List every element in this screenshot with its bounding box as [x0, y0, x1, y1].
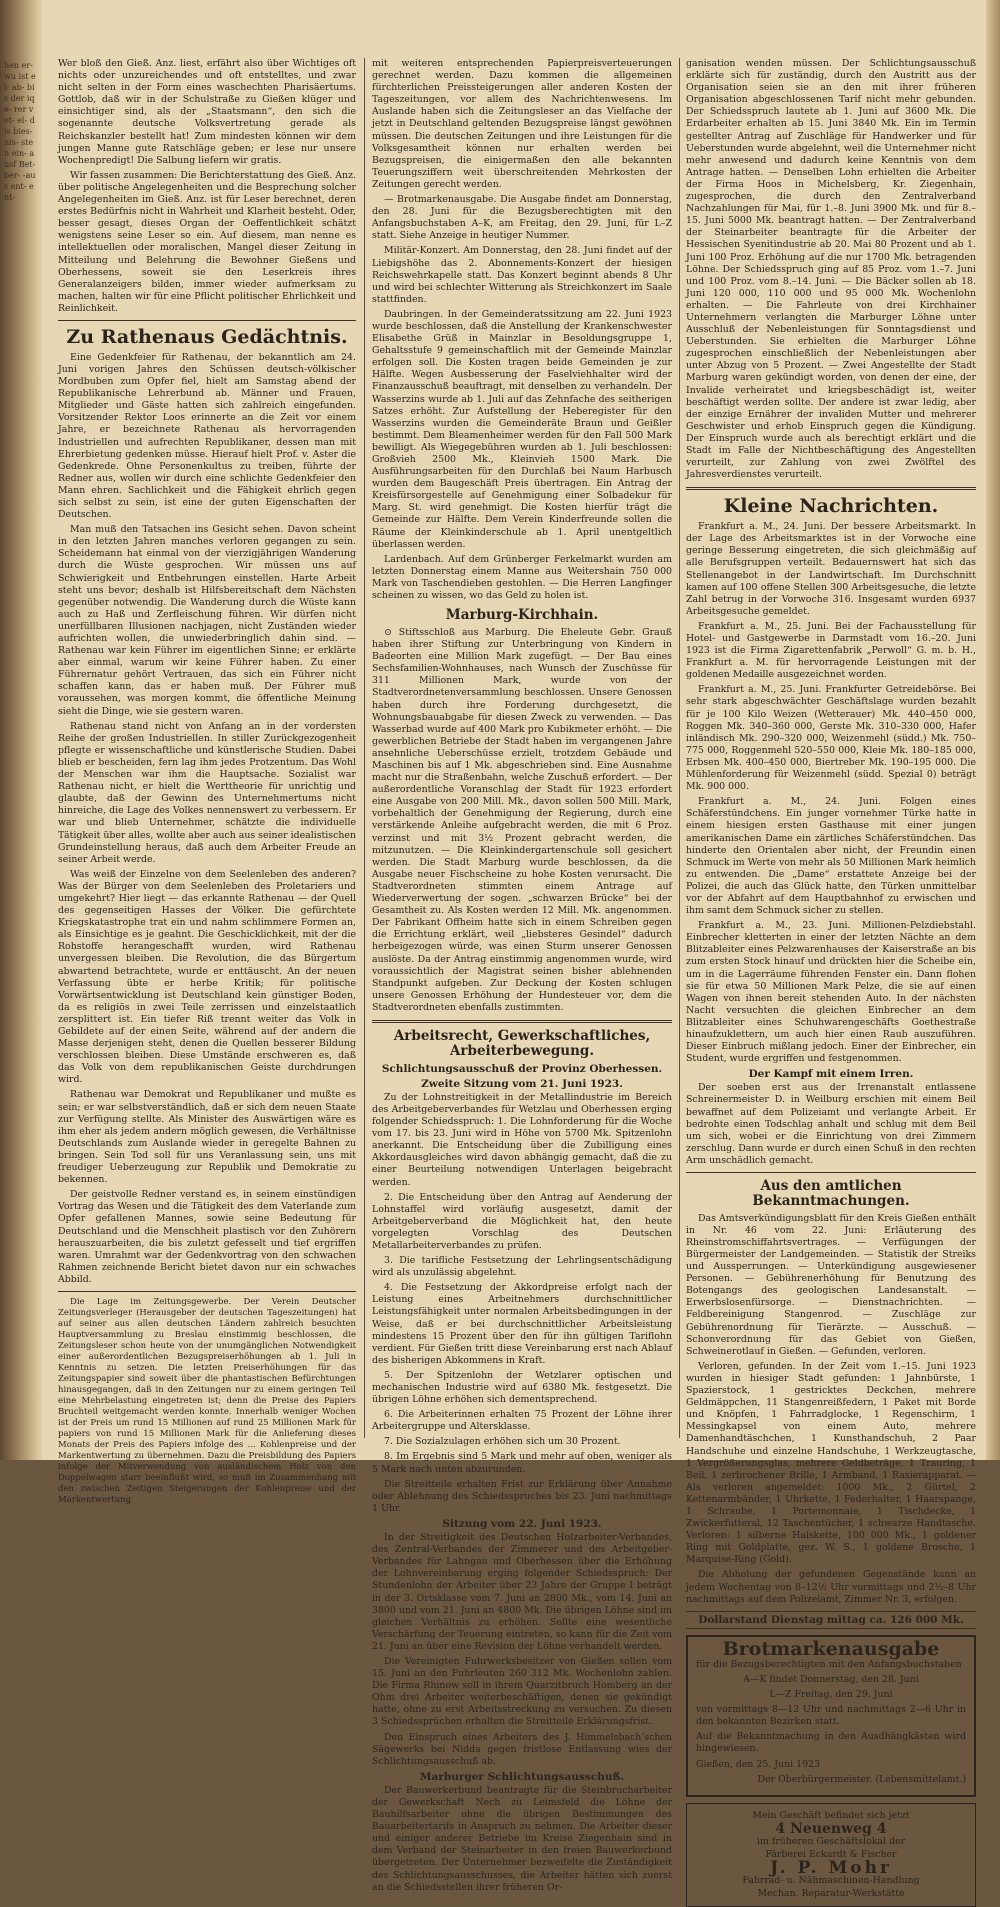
- ad-text: im früheren Geschäftslokal der: [756, 1835, 906, 1847]
- headline-amtliche: Aus den amtlichen Bekanntmachungen.: [752, 1178, 910, 1209]
- article-text: — Brotmarkenausgabe. Die Ausgabe findet am Donnerstag, den 28. Juni für die Bezugsberechtigten mit den Anfangsbuchstaben A–K, am Freitag, den 29. Juni, für L–Z statt. Siehe Anzeige in heutiger Nummer.: [372, 194, 672, 242]
- article-text: Frankfurt a. M., 23. Juni. Millionen-Pelzdiebstahl. Einbrecher kletterten in einer der letzten Nächte an dem Blitzableiter eines Pelzwarenhauses der Kaiserstraße an bis zum ersten Stock hinauf und drückten hier die Scheibe ein, um in die Lagerräume führenden Fenster ein. Dann flohen sie für etwa 50 Millionen Mark Pelze, die sie auf einen Wagen von ihnen bereit stehenden Auto. In der nächsten Nacht versuchten die gleichen Einbrecher an dem Blitzableiter eines Schuhwarengeschäfts Goethestraße hinaufzuklettern, um auch hier einen Raub auszuführen. Dieser Einbruch mißlang jedoch. Einer der Einbrecher, ein Student, wurde ergriffen und festgenommen.: [686, 920, 976, 1065]
- page-binding: [0, 0, 42, 1460]
- headline-marburg: Marburg-Kirchhain.: [445, 607, 599, 624]
- article-text: Rathenau stand nicht von Anfang an in der vordersten Reihe der großen Industriellen. In stiller Zurückgezogenheit pflegte er wissenschaftliche und künstlerische Studien. Dabei blieb er bescheiden, fern lag ihm jedes Protzentum. Das Wohl der Menschen war ihm die Hauptsache. Sozialist war Rathenau nicht, er hielt die Werttheorie für unrichtig und glaubte, daß der Gewinn des Unternehmertums nicht hinreiche, die Lage des Volkes nennenswert zu verbessern. Er war und blieb Unternehmer, schätzte die individuelle Tätigkeit über alles, wollte aber auch aus seiner idealistischen Grundeinstellung heraus, daß auch dem Arbeiter Freude an seiner Arbeit werde.: [58, 720, 356, 865]
- article-text: Frankfurt a. M., 25. Juni. Frankfurter Getreidebörse. Bei sehr stark abgeschwächter Geschäftslage wurden bezahlt für je 100 Kilo Weizen (Wetterauer) Mk. 440–450 000, Roggen Mk. 340–360 000, Gerste Mk. 310–330 000, Hafer inländisch Mk. 290–320 000, Weizenmehl (südd.) Mk. 750–775 000, Roggenmehl 520–550 000, Kleie Mk. 180–185 000, Erbsen Mk. 400–450 000, Biertreber Mk. 190–195 000. Die Mühlenforderung für Weizenmehl (südd. Spezial 0) beträgt Mk. 900 000.: [686, 684, 976, 793]
- ad-text: Färberei Eckardt & Fischer: [765, 1849, 897, 1861]
- article-text: 6. Die Arbeiterinnen erhalten 75 Prozent der Löhne ihrer Arbeitergruppe und Altersklasse.: [372, 1409, 672, 1433]
- ad-text: Auf die Bekanntmachung in den Ausdhängkästen wird hingewiesen.: [696, 1731, 966, 1755]
- article-text: Die Abholung der gefundenen Gegenstände kann an jedem Wochentag von 8–12½ Uhr vormittags und 2½–8 Uhr nachmittags auf dem Polizeiamt, Zimmer Nr. 3, erfolgen.: [686, 1569, 976, 1605]
- article-text: Frankfurt a. M., 25. Juni. Bei der Fachausstellung für Hotel- und Gastgewerbe in Darmstadt vom 16.–20. Juni 1923 ist die Firma Zigarettenfabrik „Perwoll“ G. m. b. H., Frankfurt a. M. für hervorragende Leistungen mit der goldenen Medaille ausgezeichnet worden.: [686, 620, 976, 681]
- article-text: Den Einspruch eines Arbeiters des J. Himmelsbach’schen Sägewerks bei Nidda gegen fristlose Entlassung wies der Schlichtungsausschuß ab.: [372, 1731, 672, 1767]
- subheading: Der Kampf mit einem Irren.: [748, 1068, 914, 1081]
- column-2: [372, 58, 672, 1893]
- subheading: Marburger Schlichtungsausschuß.: [419, 1770, 625, 1783]
- article-text: Daubringen. In der Gemeinderatssitzung am 22. Juni 1923 wurde beschlossen, daß die Anstellung der Krankenschwester Elisabethe Grüß in Mainzlar in Besoldungsgruppe 1, Gehaltsstufe 9 gemeinschaftlich mit der Gemeinde Mainzlar erfolgen soll. Die Kosten tragen beide Gemeinden je zur Hälfte. Wegen Ausbesserung der Faselviehhalter wird der Finanzausschuß beauftragt, mit denselben zu verhandeln. Der Wasserzins wurde ab 1. Juli auf das Zehnfache des seitherigen Satzes erhöht. Zur Aufstellung der Heberegister für den Wasserzins wurden die Gemeinderäte Braun und Geißler bestimmt. Dem Bleamenheimer werden für den Fall 500 Mark bewilligt. Als Wiegegebühren wurden ab 1. Juli beschlossen: Großvieh 2500 Mk., Kleinvieh 1500 Mark. Die Ausführungsarbeiten für den Durchlaß bei Naum Harbusch wurden dem Baugeschäft Preis übertragen. Ein Antrag der Kreisfürsorgestelle auf Genehmigung einer Solbadekur für Marg. St. wird genehmigt. Die Kosten hierfür trägt die Gemeinde zur Hälfte. Dem Verein Kinderfreunde sollen die Räume der Kleinkinderschule ab 1. April unentgeltlich überlassen werden.: [372, 308, 672, 550]
- ad-text: für die Bezugsberechtigten mit den Anfangsbuchstaben: [696, 1658, 962, 1670]
- article-text: Rathenau war Demokrat und Republikaner und mußte es sein; er war selbstverständlich, daß er sich dem neuen Staate zur Verfügung stellte. Als Minister des Auswärtigen wäre es ihm eher als jedem andern möglich gewesen, die Verhältnisse Deutschlands zum Auslande wieder in geregelte Bahnen zu bringen. Sein Tod soll für uns Veranlassung sein, uns mit freudiger Ueberzeugung zur Republik und Demokratie zu bekennen.: [58, 1089, 356, 1186]
- article-text: Zu der Lohnstreitigkeit in der Metallindustrie im Bereich des Arbeitgeberverbandes für Wetzlau und Oberhessen erging folgender Schiedsspruch: 1. Die Lohnforderung für die Woche vom 17. bis 23. Juni wird in Höhe von 5700 Mk. Spitzenlohn anerkannt. Die Entscheidung über die Zubilligung eines Akkordausgleiches wird davon abhängig gemacht, daß die zu einer Beurteilung notwendigen Unterlagen beigebracht werden.: [372, 1091, 672, 1188]
- column-3: [686, 58, 976, 1900]
- ad-address: 4 Neuenweg 4: [775, 1820, 887, 1837]
- divider: [686, 1172, 976, 1173]
- subheading: Zweite Sitzung vom 21. Juni 1923.: [421, 1077, 623, 1090]
- article-text: Wer bloß den Gieß. Anz. liest, erfährt also über Wichtiges oft nichts oder unzureichendes und oft entstelltes, und zwar nicht selten in der Form eines waschechten Pharisäertums. Gottlob, daß wir in der Schulstraße zu Gießen klüger und einsichtiger sind, als der „Staatsmann“, den sich die sogenannte deutsche Volksvertretung gerade als Reichskanzler bestellt hat! Zum mindesten können wir dem jungen Manne gute Ratschläge geben; er lese nur unsere Wochenpredigt! Die Salbung liefern wir gratis.: [58, 58, 356, 166]
- article-text: In der Streitigkeit des Deutschen Holzarbeiter-Verbandes, des Zentral-Verbandes der Zimmerer und des Arbeitgeber-Verbandes für Lahngau und Oberhessen über die Erhöhung der Lohnvereinbarung erging folgender Schiedsspruch: Der Stundenlohn der Arbeiter über 23 Jahre der Gruppe I beträgt in der 3. Ortsklasse vom 7. Juni an 2800 Mk., vom 14. Juni an 3800 und vom 21. Juni an 4800 Mk. Die übrigen Löhne sind im gleichen Verhältnis zu erhöhen. Sollte eine wesentliche Verschärfung der Teuerung eintreten, so kann für die Zeit vom 21. Juni an über eine Revision der Löhne verhandelt werden.: [372, 1532, 672, 1652]
- headline-rathenau: Zu Rathenaus Gedächtnis.: [66, 325, 348, 348]
- article-text: Man muß den Tatsachen ins Gesicht sehen. Davon scheint in den letzten Jahren manches verloren gegangen zu sein. Scheidemann hat einmal von der vierzigjährigen Wanderung durch die Wüste gesprochen. Wir müssen uns auf Schwierigkeit und Entbehrungen einstellen. Harte Arbeit steht uns bevor; deshalb ist Hilfsbereitschaft dem Nächsten gegenüber notwendig. Die Wanderung durch die Wüste kann auch zu Haß und Zerfleischung führen. Wir dürfen nicht unerfüllbaren Illusionen nachjagen, nicht Zuständen wieder aufrichten wollen, die unwiederbringlich dahin sind. — Rathenau war kein Führer im eigentlichen Sinne; er erklärte aber einmal, warum wir keine Führer haben. Zu einer Führernatur gehört Vertrauen, das sich ein Führer nicht schaffen kann, das er haben muß. Der Führer muß voraussehen, was morgen kommt, die öffentliche Meinung sieht die Dinge, wie sie gestern waren.: [58, 524, 356, 717]
- article-text: Wir fassen zusammen: Die Berichterstattung des Gieß. Anz. über politische Angelegenheiten und die Besprechung solcher Angelegenheiten im Gieß. Anz. ist für Leser berechnet, deren erstes Bedürfnis nicht in Wahrheit und Klarheit besteht. Oder, besser gesagt, dieses Organ der Oeffentlichkeit schätzt wenigstens seine Leser so ein. Auf diesem, man nenne es intellektuellen oder moralischen, Mangel dieser Zeitung in Mitteilung und Belehrung die Bewohner Gießens und Oberhessens, soweit sie den Leserkreis ihres Generalanzeigers bilden, immer wieder aufmerksam zu machen, halten wir für eine Pflicht politischer Ehrlichkeit und Reinlichkeit.: [58, 169, 356, 314]
- article-text: Die Vereinigten Fuhrwerksbesitzer von Gießen sollen vom 15. Juni an den Fuhrleuten 260 312 Mk. Wochenlohn zahlen. Die Firma Rhinow soll in ihrem Quarzitbruch Homberg an der Ohm drei Arbeiter weiterbeschäftigen, denen sie gekündigt hatte, ohne zu erst Arbeitsstreckung zu versuchen. Zu diesen 3 Schiedssprüchen erhalten die Streitteile Erklärungsfrist.: [372, 1655, 672, 1728]
- ad-text: L—Z Freitag, den 29. Juni: [769, 1689, 893, 1701]
- article-text: mit weiteren entsprechenden Papierpreisverteuerungen gerechnet werden. Dazu kommen die allgemeinen fürchterlichen Preissteigerungen aller anderen Kosten der Tageszeitungen, vor allem des Nachrichtenwesens. Im Auslande haben sich die Zeitungsleser an das Vielfache der jetzt in Deutschland geltenden Bezugspreise längst gewöhnen müssen. Die deutschen Zeitungen und ihre Leistungen für die Volksgesamtheit können nur erhalten werden bei Bezugspreisen, die einigermaßen den alle bekannten Teuerungsziffern weit überschreitenden Mehrkosten der Zeitungen gerecht werden.: [372, 58, 672, 190]
- ad-text: Mechan. Reparatur-Werkstätte: [757, 1888, 905, 1900]
- article-text: Der geistvolle Redner verstand es, in seinem einstündigen Vortrag das Wesen und die Tätigkeit des dem Vaterlande zum Opfer gefallenen Mannes, sowie seine Bedeutung für Deutschland und die Menschheit plastisch vor den Zuhörern herauszuarbeiten, die bis zuletzt gefesselt und tief ergriffen waren. Umrahmt war der Gedenkvortrag von den schwachen Rahmen zeichnende Bericht bietet davon nur ein schwaches Abbild.: [58, 1189, 356, 1285]
- binding-text-fragments: hen er- wu ist el: ab- bis der iqe- rer vet- el- dis bies- nis- sten ein- ausf Bet- ber- -aus ent- ent-: [4, 61, 36, 202]
- ad-text: Mein Geschäft befindet sich jetzt: [752, 1809, 910, 1821]
- subheading: Sitzung vom 22. Juni 1923.: [442, 1517, 602, 1530]
- article-text: 2. Die Entscheidung über den Antrag auf Aenderung der Lohnstaffel wird vorläufig ausgesetzt, damit der Arbeitgeberverband die Möglichkeit hat, den heute vorgelegten Vorschlag des Deutschen Metallarbeiterverbandes zu prüfen.: [372, 1191, 672, 1251]
- headline-kleine-nachrichten: Kleine Nachrichten.: [723, 495, 939, 518]
- article-text: 8. Im Ergebnis sind 5 Mark und mehr auf oben, weniger als 5 Mark nach unten abzurunden.: [372, 1451, 672, 1475]
- article-text: ⊙ Stiftsschloß aus Marburg. Die Eheleute Gebr. Grauß haben ihrer Stiftung zur Unterbringung von Kindern in Badeorten eine Million Mark zugefügt. — Der Bau eines Sechsfamilien-Wohnhauses, nach Wunsch der Zuschüsse für 311 Millionen Mark, wurde von der Stadtverordnetenversammlung beschlossen. Unsere Genossen haben durch ihre Forderung durchgesetzt, die Wohnungsbauabgabe für diesen Zweck zu verwenden. — Das Wasserbad wurde auf 400 Mark pro Kubikmeter erhöht. — Die gewerblichen Betriebe der Stadt haben im vergangenen Jahre ansehnliche Ueberschüsse erzielt, trotzdem Gebäude und Maschinen bis auf 1 Mk. abgeschrieben sind. Eine Ausnahme macht nur die Straßenbahn, welche Zuschuß erfordert. — Der außerordentliche Voranschlag der Stadt für 1923 erfordert eine Ausgabe von 200 Mill. Mk., davon sollen 500 Mill. Mark, vorbehaltlich der Genehmigung der Regierung, durch eine verstärkende Anleihe aufgebracht werden, die mit 6 Proz. verzinst und mit 3½ Prozent gebracht werden, die mitzunutzen. — Die Kleinkindergartenschule soll gesichert werden. Die Stadt Marburg wurde beschlossen, da die Ausgabe neuer Fischscheine zu hohe Kosten verursacht. Die Stadtverordneten stimmten einem Antrage auf Wiederverwertung der sogen. „schwarzen Brücke“ bei der Gesamtheit zu. Als Kosten werden 12 Mill. Mk. angenommen. Der Fabrikant Offheim hatte sich in einem Schreiben gegen die Errichtung erklärt, weil „liebsteres Gesindel“ dadurch herbeigezogen würde, was einen Sturm unserer Genossen auslöste. Da der Antrag einstimmig angenommen wurde, wird voraussichtlich der Magistrat seinen bisher ablehnenden Standpunkt aufgeben. Zur Deckung der Kosten schlugen unsere Genossen Erhöhung der Hundesteuer vor, dem die Stadtverordneten ebenfalls zustimmten.: [372, 626, 672, 1013]
- column-rule-2: [679, 58, 680, 1438]
- ad-text: von vormittags 8—12 Uhr und nachmittags 2—6 Uhr in den bekannten Bezirken statt.: [696, 1704, 966, 1728]
- ad-title: Brotmarkenausgabe: [722, 1637, 940, 1660]
- divider: [58, 320, 356, 321]
- article-text: 4. Die Festsetzung der Akkordpreise erfolgt nach der Leistung eines Arbeitnehmers durchschnittlicher Leistungsfähigkeit unter normalen Arbeitsbedingungen in der Weise, daß er bei durchschnittlicher Arbeitsleistung mindestens 15 Prozent über den für ihn gültigen Tariflohn verdient. Für Gießen tritt diese Vereinbarung erst nach Ablauf des bisherigen Abkommens in Kraft.: [372, 1282, 672, 1366]
- article-text: Frankfurt a. M., 24. Juni. Folgen eines Schäferstündchens. Ein junger vornehmer Türke hatte in einem hiesigen ersten Gasthause mit einer jungen amerikanischen Dame ein zärtliches Schäferstündchen. Das hinderte den Orientalen aber nicht, der Freundin einen Schmuck im Werte von mehr als 50 Millionen Mark heimlich zu entwenden. Die „Dame“ erstattete Anzeige bei der Polizei, die auch das Glück hatte, den Türken unmittelbar vor der Abfahrt auf dem Hauptbahnhof zu erwischen und ihm samt dem Schmuck sicher zu stellen.: [686, 796, 976, 917]
- article-text: Der soeben erst aus der Irrenanstalt entlassene Schreinermeister D. in Weilburg erschien mit einem Beil bewaffnet auf dem Polizeiamt und verlangte Arbeit. Er bedrohte einen Todschlag anhalt und schlug mit dem Beil um sich, wobei er die Einrichtung von drei Zimmern zerschlug. Dann wurde er durch einen Schuß in den rechten Arm unschädlich gemacht.: [686, 1082, 976, 1166]
- divider: [372, 1020, 672, 1023]
- divider: [686, 487, 976, 490]
- page-fold-edge: [986, 0, 1000, 1460]
- column-rule-1: [364, 58, 365, 1438]
- ad-text: Fahrrad- u. Nähmaschinen-Handlung: [742, 1875, 920, 1887]
- article-text: 7. Die Sozialzulagen erhöhen sich um 30 Prozent.: [384, 1436, 621, 1448]
- advertisement-mohr: [686, 1803, 976, 1907]
- advertisement-brotmarken: [686, 1635, 976, 1797]
- article-text: Verloren, gefunden. In der Zeit vom 1.–15. Juni 1923 wurden in hiesiger Stadt gefunden: 1 Jahnbürste, 1 Spazierstock, 1 gestricktes Deckchen, mehrere Geldmäppchen, 11 Stangenreißfedern, 1 Paket mit Borde und Knöpfen, 1 Fahrradglocke, 1 Regenschirm, 1 Messingkapsel von einem Auto, mehrere Damenhandtäschchen, 1 Kunsthandschuh, 2 Paar Handschuhe und einzelne Handschuhe, 1 Werkzeugtasche, 1 Vergrößerungsglas, mehrere Geldbeträge, 1 Trauring, 1 Beil, 1 zerbrochener Brille, 1 Armband, 1 Rasierapparat. — Als verloren angemeldet: 1000 Mk., 2 Gürtel, 2 Kettenarmbänder, 1 Uhrkette, 1 Federhalter, 1 Haarspange, 1 Schraube, 1 Portemonnaie, 1 Tischdecke, 1 Zwickerfutteral, 12 Taschentücher, 1 schwarze Handtasche. Verloren: 1 silberne Halskette, 100 000 Mk., 1 goldener Ring mit Goldplatte, gez. W. S., 1 goldene Brosche, 1 Marquise-Ring (Gold).: [686, 1360, 976, 1566]
- article-text: 3. Die tarifliche Festsetzung der Lehrlingsentschädigung wird als unzulässig abgelehnt.: [372, 1255, 672, 1279]
- ad-text: Der Oberbürgermeister. (Lebensmittelamt.): [757, 1773, 966, 1785]
- divider: [58, 1291, 356, 1292]
- article-text: Das Amtsverkündigungsblatt für den Kreis Gießen enthält in Nr. 46 vom 22. Juni: Erläuterung des Rheinstromschiffahrtsvertrages. — Verfügungen der Bürgermeister der Landgemeinden. — Statistik der Streiks und Aussperrungen. — Unterkündigung ausgewiesener Personen. — Gebührenerhöhung für Benutzung des Botengangs des geologischen Landesanstalt. — Erwerbslosenfürsorge. — Dienstnachrichten. — Feldbereinigung Stangenrod. — Zuschläge zur Gebührenordnung für Tierärzte. — Ausschuß. — Schonverordnung für das Gebiet von Gießen, Schweinerotlauf in Gießen. — Gefunden, verloren.: [686, 1212, 976, 1357]
- ad-text: Gießen, den 25. Juni 1923: [696, 1758, 820, 1770]
- ad-company-name: J. P. Mohr: [770, 1858, 892, 1879]
- ad-text: A—K findet Donnerstag, den 28. Juni: [743, 1674, 919, 1686]
- dollar-rate: Dollarstand Dienstag mittag ca. 126 000 Mk.: [686, 1611, 976, 1629]
- article-text: Lardenbach. Auf dem Grünberger Ferkelmarkt wurden am letzten Donnerstag einem Manne aus Weitershain 750 000 Mark von Taschendieben gestohlen. — Die Herren Langfinger scheinen zu wissen, wo das Geld zu holen ist.: [372, 553, 672, 602]
- article-text: Was weiß der Einzelne von dem Seelenleben des anderen? Was der Bürger von dem Seelenleben des Proletariers und umgekehrt? Hier liegt — das erkannte Rathenau — der Quell des gegenseitigen Hasses der Völker. Die gefürchtete Kriegskatastrophe trat ein und nahm schlimmere Formen an, als Einsichtige es je geahnt. Die Geschicklichkeit, mit der die Rohstoffe herangeschafft wurden, wird Rathenau unvergessen bleiben. Die Revolution, die das Bürgertum abwartend betrachtete, wurde er enttäuscht. An der neuen Verfassung übte er herbe Kritik; für politische Vorwärtsentwicklung ist Deutschland kein günstiger Boden, da es religiös in zwei Teile zerrissen und einzelstaatlich zersplittert ist. Ein tiefer Riß trennt weiter das Volk in Gebildete auf der einen Seite, während auf der andern die Masse derjenigen steht, denen die Quellen besserer Bildung verschlossen bleiben. Diese Umstände erschweren es, daß das Volk von dem republikanischen Geiste durchdrungen wird.: [58, 868, 356, 1086]
- column-1: [58, 58, 356, 1505]
- article-text: ganisation wenden müssen. Der Schlichtungsausschuß erklärte sich für zuständig, durch den Austritt aus der Organisation seien sie an den mit ihrer früheren Organisation abgeschlossenen Tarif nicht mehr gebunden. Der Schiedsspruch lautete ab 1. Juni auf 3600 Mk. Die Erdarbeiter erhalten ab 15. Juni 3840 Mk. Ein im Termin gestellter Antrag auf Zuschläge für Handwerker und für Ueberstunden wurde abgelehnt, weil die Unternehmer nicht mehr anwesend und dadurch keine Kenntnis von dem Antrage hatten. — Denselben Lohn erhielten die Arbeiter der Firma Hoos in Michelsberg, Kr. Ziegenhain, zugesprochen, die durch den Zentralverband Nachzahlungen für Mai, für 1.–8. Juni 3900 Mk. und für 8.–15. Juni 5000 Mk. beantragt hatten. — Der Zentralverband der Steinarbeiter beantragte für die Arbeiter der Hessischen Syenitindustrie ab 20. Mai 80 Prozent und ab 1. Juni 100 Proz. Erhöhung auf die nur 1700 Mk. betragenden Löhne. Der Schiedsspruch ging auf 85 Proz. vom 1.–7. Juni und 100 Proz. vom 8.–14. Juni. — Die Bäcker sollen ab 18. Juni 120 000, 110 000 und 95 000 Mk. Wochenlohn erhalten. — Die Fahrleute von drei Kirchhainer Unternehmern verlangten die Marburger Löhne unter Ausschluß der Nebenleistungen für Sonntagsdienst und Ueberstunden. Sie erhielten die Marburger Löhne zugesprochen einschließlich der Nebenleistungen aber unter Abzug von 5 Prozent. — Zwei Angestellte der Stadt Marburg waren gekündigt worden, von denen der eine, der Invalide verheiratet und kriegsbeschädigt ist, weiter beschäftigt werden sollte. Der andere ist zwar ledig, aber der einzige Ernährer der invaliden Mutter und mehrerer Geschwister und erhob Einspruch gegen die Kündigung. Der Einspruch wurde auch als berechtigt erklärt und die Stadt im Falle der Nichtbeschäftigung des Angestellten verurteilt, zur Zahlung von zwei Zwölftel des Jahresverdienstes verurteilt.: [686, 58, 976, 481]
- article-text: Frankfurt a. M., 24. Juni. Der bessere Arbeitsmarkt. In der Lage des Arbeitsmarktes ist in der Vorwoche eine geringe Besserung eingetreten, die sich gleichmäßig auf alle Berufsgruppen verteilt. Bedauernswert hat sich das Stellenangebot in der Landwirtschaft. Im Durchschnitt kamen auf 100 offene Stellen 300 Arbeitsgesuche, die letzte Zahl betrug in der Vorwoche 316. Insgesamt wurden 6937 Arbeitsgesuche gemeldet.: [686, 521, 976, 617]
- headline-arbeitsrecht: Arbeitsrecht, Gewerkschaftliches, Arbeiterbewegung.: [393, 1027, 651, 1059]
- article-text: Die Lage im Zeitungsgewerbe. Der Verein Deutscher Zeitungsverleger (Herausgeber der deutschen Tageszeitungen) hat auf seiner aus allen deutschen Ländern zahlreich besuchten Hauptversammlung zu Breslau einstimmig beschlossen, die Zeitungsleser schon heute von der unumgänglichen Notwendigkeit einer außerordentlichen Bezugspreiserhöhungen ab 1. Juli in Kenntnis zu setzen. Die letzten Preiserhöhungen für das Zeitungspapier sind soweit über die phantastischen Befürchtungen hinausgegangen, daß in den Zeitungen nur zu einem geringen Teil eine Mehrbelastung eingetreten ist; denn die Preise des Papiers Bruchteil weitgemacht werden konnte. Innerhalb weniger Wochen ist der Preis um rund 15 Millionen auf rund 25 Millionen Mark für papiers von rund 15 Millionen Mark für die Anlieferung dieses Monats der Preis des Papiers infolge des ... Kohlenpreise und der Markentwertung zu übernehmen. Dazu die Preisbildung des Papiers infolge der Mitverwendung von ausländischem Holz von den Doppelwagen starr beeinflußt wird, so muß im Zusammenhang mit den zwischen Zeitigen Steigerungen der Kohlenpreise und der Markentwertung: [58, 1296, 356, 1505]
- article-text: Militär-Konzert. Am Donnerstag, den 28. Juni findet auf der Liebigshöhe das 2. Abonnements-Konzert der hiesigen Reichswehrkapelle statt. Das Konzert beginnt abends 8 Uhr und wird bei schlechter Witterung als Streichkonzert im Saale stattfinden.: [372, 245, 672, 305]
- article-text: 5. Der Spitzenlohn der Wetzlarer optischen und mechanischen Industrie wird auf 6380 Mk. festgesetzt. Die übrigen Löhne erhöhen sich dementsprechend.: [372, 1369, 672, 1406]
- article-text: Die Streitteile erhalten Frist zur Erklärung über Annahme oder Ablehnung des Schiedsspruches bis 23. Juni nachmittags 1 Uhr.: [372, 1478, 672, 1514]
- article-text: Der Bauwerkerbund beantragte für die Steinbrucharbeiter der Gewerkschaft Nech zu Leimsfeld die Löhne der Bauhilfsarbeiter ohne die übrigen Bestimmungen des Bauarbeitertarifs in Anspruch zu nehmen. Die Arbeiter dieser und einiger anderer Betriebe im Kreise Ziegenhain sind in dem Verband der Steinarbeiter in den freien Bauwerkerbund übergetreten. Der Unternehmer bezweifelte die Zuständigkeit des Schlichtungsausschusses, die Arbeiter hätten sich zuerst an die Schiedsstellen ihrer früheren Or-: [372, 1784, 672, 1893]
- article-text: Eine Gedenkfeier für Rathenau, der bekanntlich am 24. Juni vorigen Jahres den Schüssen deutsch-völkischer Mordbuben zum Opfer fiel, hielt am Samstag abend der Republikanische Lehrerbund ab. Männer und Frauen, Mitglieder und Gäste hatten sich zahlreich eingefunden. Vorsitzender Rektor Loos erinnerte an die Zeit vor einem Jahre, er bezeichnete Rathenau als hervorragenden Industriellen und aufrechten Republikaner, dessen man mit Ehrerbietung gedenken müsse. Hierauf hielt Prof. v. Aster die Gedenkrede. Ohne Personenkultus zu treiben, führte der Redner aus, wollen wir durch eine schlichte Gedenkfeier den Mann ehren. Sachlichkeit und die Fähigkeit ehrlich gegen sich selbst zu sein, ist eine der guten Eigenschaften der Deutschen.: [58, 351, 356, 521]
- subheading: Schlichtungsausschuß der Provinz Oberhessen.: [381, 1062, 663, 1075]
